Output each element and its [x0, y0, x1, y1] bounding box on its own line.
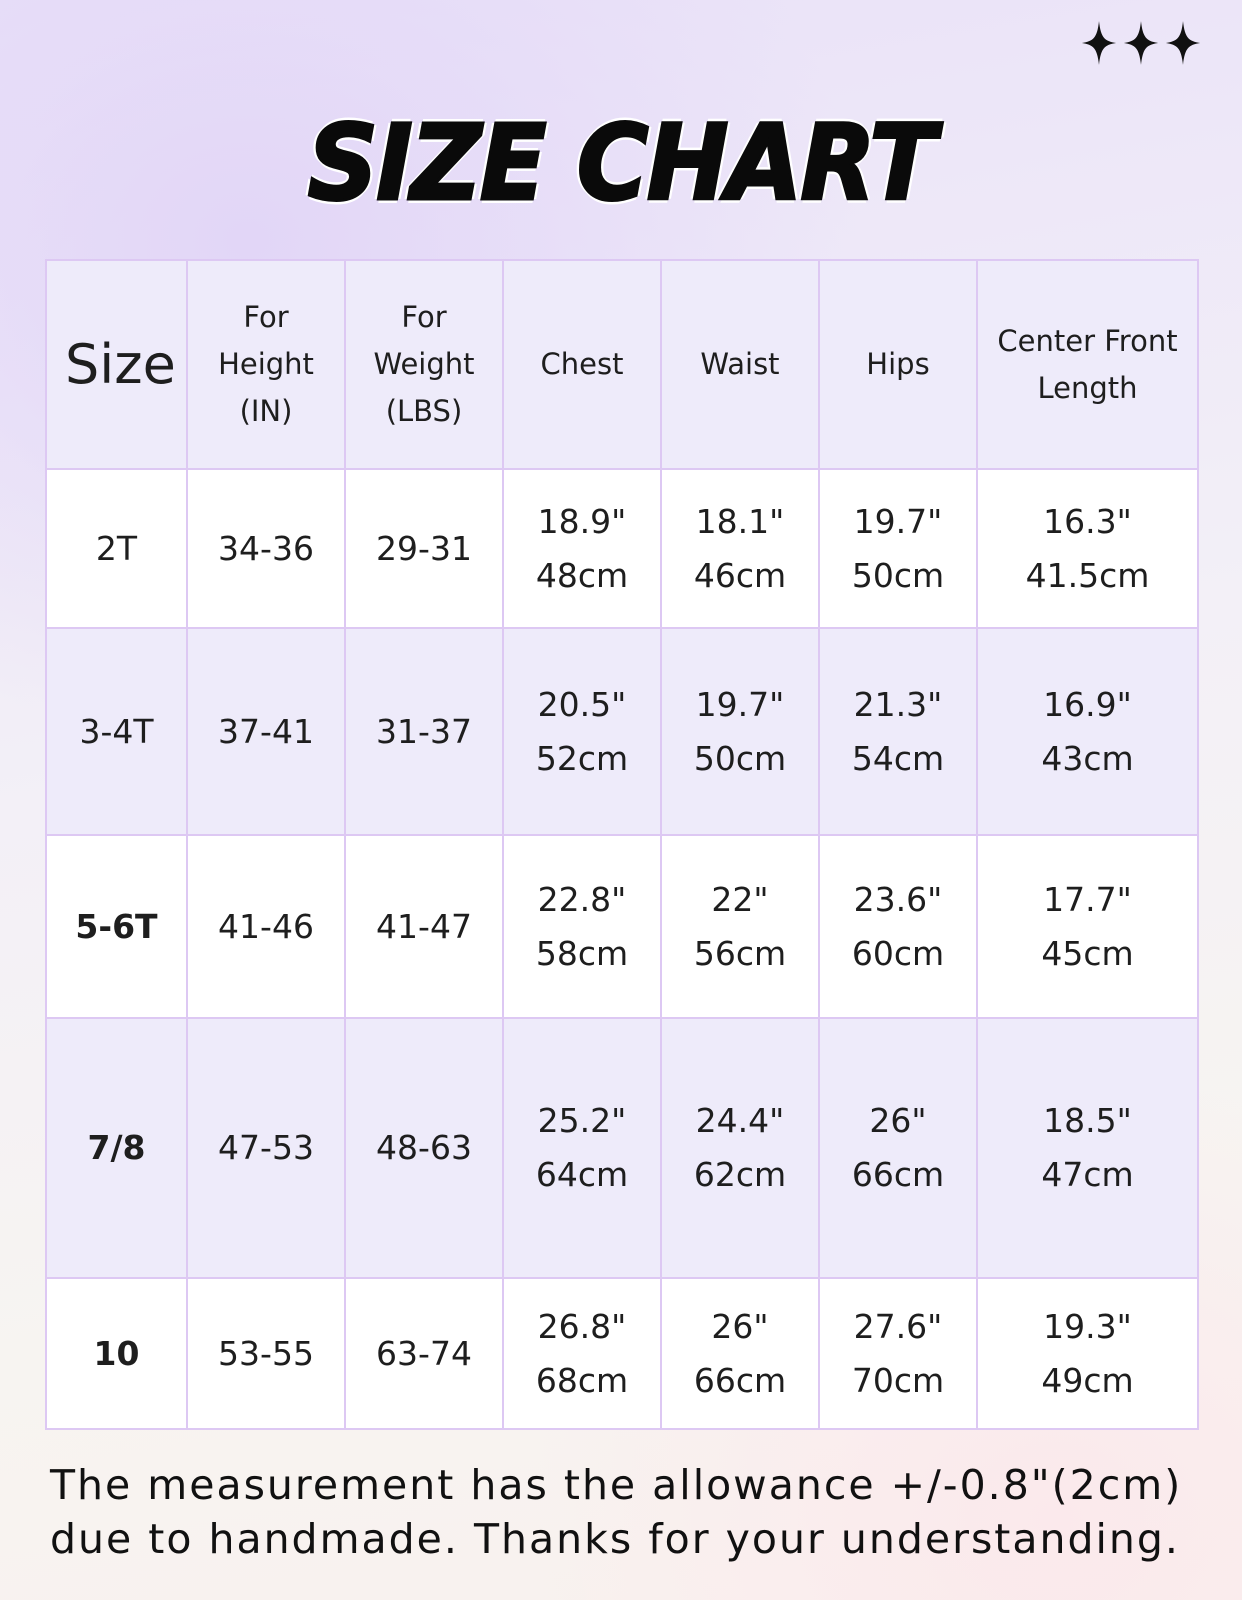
column-header-height	[187, 260, 345, 469]
sparkle-icon	[1164, 18, 1202, 68]
column-header-label: (IN)	[239, 394, 293, 428]
column-header-label: Chest	[540, 347, 624, 381]
column-header-label: For	[401, 300, 447, 334]
cm-value: 54cm	[851, 738, 945, 778]
cm-value: 56cm	[693, 933, 787, 973]
table-row	[46, 628, 1198, 835]
cm-value: 52cm	[535, 738, 629, 778]
weight-cell: 31-37	[345, 628, 503, 835]
size-table	[45, 259, 1199, 1430]
chest-cell	[503, 628, 661, 835]
inch-value: 20.5"	[537, 684, 627, 724]
column-header-waist	[661, 260, 819, 469]
sparkle-icon	[1122, 18, 1160, 68]
cm-value: 68cm	[535, 1360, 629, 1400]
table-row	[46, 469, 1198, 628]
table-row	[46, 1278, 1198, 1429]
column-header-label: Waist	[700, 347, 780, 381]
inch-value: 16.3"	[1043, 501, 1132, 541]
cm-value: 50cm	[851, 555, 945, 595]
column-header-label: Length	[1037, 370, 1138, 405]
chest-cell	[503, 835, 661, 1018]
column-header-hips	[819, 260, 977, 469]
inch-value: 19.3"	[1043, 1306, 1132, 1346]
cm-value: 70cm	[851, 1360, 945, 1400]
weight-cell: 29-31	[345, 469, 503, 628]
inch-value: 18.1"	[695, 501, 785, 541]
size-cell: 5-6T	[46, 835, 187, 1018]
column-header-label: Hips	[866, 347, 930, 381]
inch-value: 26.8"	[537, 1306, 627, 1346]
column-header-label: (LBS)	[385, 394, 463, 428]
length-cell	[977, 1278, 1198, 1429]
inch-value: 23.6"	[853, 879, 943, 919]
column-header-label: Height	[218, 347, 314, 381]
note-line: The measurement has the allowance +/-0.8"(2cm)	[50, 1461, 1183, 1509]
chest-cell	[503, 1278, 661, 1429]
column-header-weight	[345, 260, 503, 469]
weight-cell: 48-63	[345, 1018, 503, 1278]
hips-cell	[819, 469, 977, 628]
height-cell: 34-36	[187, 469, 345, 628]
column-header-chest	[503, 260, 661, 469]
column-header-label: For	[243, 300, 289, 334]
weight-cell: 63-74	[345, 1278, 503, 1429]
height-cell: 37-41	[187, 628, 345, 835]
hips-cell	[819, 835, 977, 1018]
cm-value: 48cm	[535, 555, 629, 595]
cm-value: 43cm	[1041, 738, 1134, 778]
hips-cell	[819, 1278, 977, 1429]
length-cell	[977, 628, 1198, 835]
inch-value: 26"	[711, 1306, 769, 1346]
height-cell: 47-53	[187, 1018, 345, 1278]
waist-cell	[661, 469, 819, 628]
size-cell: 3-4T	[46, 628, 187, 835]
cm-value: 62cm	[693, 1155, 787, 1194]
cm-value: 47cm	[1041, 1155, 1134, 1194]
inch-value: 21.3"	[853, 684, 943, 724]
table-row	[46, 835, 1198, 1018]
waist-cell	[661, 835, 819, 1018]
height-cell: 53-55	[187, 1278, 345, 1429]
cm-value: 45cm	[1041, 933, 1134, 973]
cm-value: 64cm	[535, 1155, 629, 1194]
length-cell	[977, 1018, 1198, 1278]
waist-cell	[661, 1018, 819, 1278]
inch-value: 19.7"	[853, 501, 943, 541]
inch-value: 17.7"	[1043, 879, 1132, 919]
inch-value: 24.4"	[695, 1101, 785, 1140]
cm-value: 66cm	[693, 1360, 787, 1400]
inch-value: 22.8"	[537, 879, 627, 919]
waist-cell	[661, 628, 819, 835]
page-title: SIZE CHART	[307, 102, 935, 224]
cm-value: 41.5cm	[1025, 555, 1150, 595]
table-row	[46, 1018, 1198, 1278]
cm-value: 60cm	[851, 933, 945, 973]
sparkle-icon	[1080, 18, 1118, 68]
cm-value: 66cm	[851, 1155, 945, 1194]
note-line: due to handmade. Thanks for your understanding.	[50, 1515, 1180, 1563]
cm-value: 58cm	[535, 933, 629, 973]
header-row	[46, 260, 1198, 469]
sparkles-decoration	[1080, 18, 1202, 68]
allowance-note	[50, 1458, 1210, 1566]
column-header-label: Weight	[373, 347, 475, 381]
column-header-size	[46, 260, 187, 469]
inch-value: 18.9"	[537, 501, 627, 541]
inch-value: 26"	[869, 1101, 927, 1140]
column-header-length	[977, 260, 1198, 469]
waist-cell	[661, 1278, 819, 1429]
size-cell: 2T	[46, 469, 187, 628]
cm-value: 49cm	[1041, 1360, 1134, 1400]
column-header-label: Center Front	[997, 323, 1178, 358]
inch-value: 19.7"	[695, 684, 785, 724]
inch-value: 16.9"	[1043, 684, 1132, 724]
weight-cell: 41-47	[345, 835, 503, 1018]
length-cell	[977, 835, 1198, 1018]
size-cell: 7/8	[46, 1018, 187, 1278]
inch-value: 22"	[711, 879, 769, 919]
length-cell	[977, 469, 1198, 628]
chest-cell	[503, 1018, 661, 1278]
hips-cell	[819, 628, 977, 835]
height-cell: 41-46	[187, 835, 345, 1018]
inch-value: 25.2"	[537, 1101, 627, 1140]
column-header-label: Size	[65, 333, 176, 396]
cm-value: 50cm	[693, 738, 787, 778]
chest-cell	[503, 469, 661, 628]
inch-value: 27.6"	[853, 1306, 943, 1346]
size-cell: 10	[46, 1278, 187, 1429]
inch-value: 18.5"	[1043, 1101, 1132, 1140]
hips-cell	[819, 1018, 977, 1278]
cm-value: 46cm	[693, 555, 787, 595]
